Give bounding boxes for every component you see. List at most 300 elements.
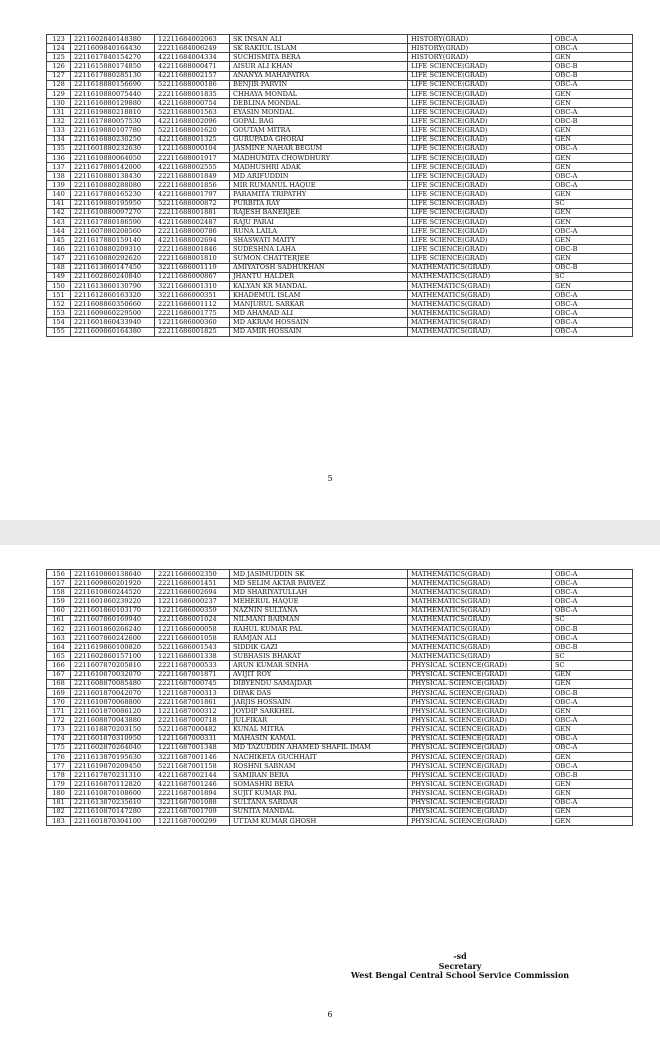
registration-id-cell: 22211688000786 <box>155 226 230 235</box>
candidate-name-cell: RAJU PARAI <box>230 217 408 226</box>
registration-id-cell: 12211687000331 <box>155 734 230 743</box>
candidate-name-cell: DEBLINA MONDAL <box>230 98 408 107</box>
table-row <box>47 579 633 588</box>
subject-cell: LIFE SCIENCE(GRAD) <box>408 144 552 153</box>
roll-number-cell: 2211617880057530 <box>71 117 155 126</box>
candidate-name-cell: SK INSAN ALI <box>230 35 408 44</box>
candidate-name-cell: MD ARIFUDDIN <box>230 172 408 181</box>
category-cell: SC <box>552 272 633 281</box>
serial-number-cell: 183 <box>47 816 71 825</box>
table-row <box>47 44 633 53</box>
subject-cell: PHYSICAL SCIENCE(GRAD) <box>408 661 552 670</box>
registration-id-cell: 12211686000867 <box>155 272 230 281</box>
serial-number-cell: 168 <box>47 679 71 688</box>
candidate-name-cell: MAHASIN KAMAL <box>230 734 408 743</box>
category-cell: OBC-A <box>552 588 633 597</box>
registration-id-cell: 52211688001620 <box>155 126 230 135</box>
category-cell: OBC-B <box>552 263 633 272</box>
registration-id-cell: 42211688002555 <box>155 162 230 171</box>
registration-id-cell: 12211687001348 <box>155 743 230 752</box>
candidate-name-cell: PURBITA RAY <box>230 199 408 208</box>
candidate-name-cell: MD JASIMUDDIN SK <box>230 570 408 579</box>
registration-id-cell: 42211688002694 <box>155 236 230 245</box>
subject-cell: HISTORY(GRAD) <box>408 35 552 44</box>
candidate-name-cell: SIDDIK GAZI <box>230 643 408 652</box>
registration-id-cell: 12211686000359 <box>155 606 230 615</box>
candidate-name-cell: JASMINE NAHAR BEGUM <box>230 144 408 153</box>
category-cell: GEN <box>552 53 633 62</box>
roll-number-cell: 2211619880107780 <box>71 126 155 135</box>
roll-number-cell: 2211607870205810 <box>71 661 155 670</box>
serial-number-cell: 172 <box>47 716 71 725</box>
subject-cell: PHYSICAL SCIENCE(GRAD) <box>408 798 552 807</box>
roll-number-cell: 2211602860240840 <box>71 272 155 281</box>
registration-id-cell: 22211687000533 <box>155 661 230 670</box>
category-cell: OBC-B <box>552 71 633 80</box>
subject-cell: PHYSICAL SCIENCE(GRAD) <box>408 734 552 743</box>
candidate-name-cell: SUCHISMITA BERA <box>230 53 408 62</box>
roll-number-cell: 2211601880232630 <box>71 144 155 153</box>
roll-number-cell: 2211608870085480 <box>71 679 155 688</box>
candidate-name-cell: BENJIR PARVIN <box>230 80 408 89</box>
candidate-name-cell: JULFIKAR <box>230 716 408 725</box>
candidate-name-cell: ANANYA MAHAPATRA <box>230 71 408 80</box>
subject-cell: LIFE SCIENCE(GRAD) <box>408 190 552 199</box>
serial-number-cell: 134 <box>47 135 71 144</box>
category-cell: OBC-A <box>552 172 633 181</box>
registration-id-cell: 12211686000237 <box>155 597 230 606</box>
table-row <box>47 807 633 816</box>
subject-cell: LIFE SCIENCE(GRAD) <box>408 89 552 98</box>
candidate-name-cell: SUDESHNA LAHA <box>230 245 408 254</box>
candidate-name-cell: MEHERUL HAQUE <box>230 597 408 606</box>
roll-number-cell: 2211617880159140 <box>71 236 155 245</box>
candidate-name-cell: EYASIN MONDAL <box>230 108 408 117</box>
subject-cell: MATHEMATICS(GRAD) <box>408 652 552 661</box>
roll-number-cell: 2211610870108600 <box>71 789 155 798</box>
serial-number-cell: 181 <box>47 798 71 807</box>
serial-number-cell: 132 <box>47 117 71 126</box>
serial-number-cell: 146 <box>47 245 71 254</box>
serial-number-cell: 123 <box>47 35 71 44</box>
table-row <box>47 679 633 688</box>
subject-cell: MATHEMATICS(GRAD) <box>408 263 552 272</box>
registration-id-cell: 12211687000313 <box>155 688 230 697</box>
serial-number-cell: 177 <box>47 761 71 770</box>
subject-cell: PHYSICAL SCIENCE(GRAD) <box>408 761 552 770</box>
table-row <box>47 272 633 281</box>
subject-cell: LIFE SCIENCE(GRAD) <box>408 172 552 181</box>
category-cell: OBC-B <box>552 688 633 697</box>
roll-number-cell: 2211617840154270 <box>71 53 155 62</box>
table-row <box>47 606 633 615</box>
roll-number-cell: 2211601870042070 <box>71 688 155 697</box>
serial-number-cell: 150 <box>47 281 71 290</box>
roll-number-cell: 2211602870264040 <box>71 743 155 752</box>
serial-number-cell: 125 <box>47 53 71 62</box>
roll-number-cell: 2211612860163320 <box>71 290 155 299</box>
candidate-name-cell: AVIJIT ROY <box>230 670 408 679</box>
registration-id-cell: 22211688001856 <box>155 181 230 190</box>
roll-number-cell: 2211610880064050 <box>71 153 155 162</box>
serial-number-cell: 143 <box>47 217 71 226</box>
subject-cell: MATHEMATICS(GRAD) <box>408 327 552 336</box>
signatory-title: Secretary <box>438 960 482 971</box>
roll-number-cell: 2211618880156690 <box>71 80 155 89</box>
roll-number-cell: 2211617880285130 <box>71 71 155 80</box>
category-cell: OBC-A <box>552 798 633 807</box>
roll-number-cell: 2211609860164380 <box>71 327 155 336</box>
category-cell: GEN <box>552 208 633 217</box>
candidate-name-cell: ROSHNI SABNAM <box>230 761 408 770</box>
category-cell: GEN <box>552 780 633 789</box>
subject-cell: PHYSICAL SCIENCE(GRAD) <box>408 771 552 780</box>
candidate-name-cell: AISUR ALI KHAN <box>230 62 408 71</box>
registration-id-cell: 22211686001451 <box>155 579 230 588</box>
table-row <box>47 588 633 597</box>
candidate-name-cell: MADHUMITA CHOWDHURY <box>230 153 408 162</box>
serial-number-cell: 131 <box>47 108 71 117</box>
registration-id-cell: 22211686002350 <box>155 570 230 579</box>
table-row <box>47 254 633 263</box>
subject-cell: LIFE SCIENCE(GRAD) <box>408 153 552 162</box>
table-row <box>47 144 633 153</box>
roll-number-cell: 2211618870203150 <box>71 725 155 734</box>
candidate-name-cell: SUMON CHATTERJEE <box>230 254 408 263</box>
registration-id-cell: 22211686001775 <box>155 309 230 318</box>
category-cell: OBC-B <box>552 643 633 652</box>
candidate-name-cell: KHADEMUL ISLAM <box>230 290 408 299</box>
serial-number-cell: 154 <box>47 318 71 327</box>
serial-number-cell: 136 <box>47 153 71 162</box>
registration-id-cell: 22211687001709 <box>155 807 230 816</box>
candidate-name-cell: SHASWATI MAITY <box>230 236 408 245</box>
subject-cell: MATHEMATICS(GRAD) <box>408 318 552 327</box>
subject-cell: PHYSICAL SCIENCE(GRAD) <box>408 743 552 752</box>
roll-number-cell: 2211601860266240 <box>71 624 155 633</box>
subject-cell: PHYSICAL SCIENCE(GRAD) <box>408 725 552 734</box>
subject-cell: PHYSICAL SCIENCE(GRAD) <box>408 807 552 816</box>
registration-id-cell: 22211688001810 <box>155 254 230 263</box>
table-row <box>47 62 633 71</box>
subject-cell: LIFE SCIENCE(GRAD) <box>408 226 552 235</box>
table-row <box>47 716 633 725</box>
subject-cell: MATHEMATICS(GRAD) <box>408 597 552 606</box>
serial-number-cell: 127 <box>47 71 71 80</box>
roll-number-cell: 2211601860433940 <box>71 318 155 327</box>
registration-id-cell: 22211688001881 <box>155 208 230 217</box>
roll-number-cell: 2211602840148380 <box>71 35 155 44</box>
table-row <box>47 570 633 579</box>
serial-number-cell: 139 <box>47 181 71 190</box>
table-row <box>47 615 633 624</box>
candidate-name-cell: NACHIKETA GUCHHAIT <box>230 752 408 761</box>
table-row <box>47 707 633 716</box>
serial-number-cell: 166 <box>47 661 71 670</box>
subject-cell: PHYSICAL SCIENCE(GRAD) <box>408 780 552 789</box>
registration-id-cell: 42211688002157 <box>155 71 230 80</box>
subject-cell: MATHEMATICS(GRAD) <box>408 290 552 299</box>
serial-number-cell: 145 <box>47 236 71 245</box>
roll-number-cell: 2211607860242600 <box>71 633 155 642</box>
table-row <box>47 816 633 825</box>
table-row <box>47 780 633 789</box>
roll-number-cell: 2211613870235610 <box>71 798 155 807</box>
category-cell: OBC-A <box>552 633 633 642</box>
serial-number-cell: 163 <box>47 633 71 642</box>
table-row <box>47 725 633 734</box>
table-row <box>47 245 633 254</box>
merit-list-body <box>47 35 633 337</box>
category-cell: OBC-B <box>552 624 633 633</box>
serial-number-cell: 158 <box>47 588 71 597</box>
table-row <box>47 89 633 98</box>
table-row <box>47 226 633 235</box>
table-row <box>47 309 633 318</box>
table-row <box>47 633 633 642</box>
registration-id-cell: 22211686001112 <box>155 300 230 309</box>
subject-cell: LIFE SCIENCE(GRAD) <box>408 181 552 190</box>
category-cell: OBC-A <box>552 80 633 89</box>
category-cell: GEN <box>552 281 633 290</box>
subject-cell: LIFE SCIENCE(GRAD) <box>408 236 552 245</box>
registration-id-cell: 32211686001119 <box>155 263 230 272</box>
registration-id-cell: 52211687000482 <box>155 725 230 734</box>
roll-number-cell: 2211601870310950 <box>71 734 155 743</box>
roll-number-cell: 2211610880097270 <box>71 208 155 217</box>
serial-number-cell: 129 <box>47 89 71 98</box>
candidate-name-cell: RAJESH BANERJEE <box>230 208 408 217</box>
registration-id-cell: 22211688001846 <box>155 245 230 254</box>
category-cell: OBC-A <box>552 716 633 725</box>
roll-number-cell: 2211613870195630 <box>71 752 155 761</box>
registration-id-cell: 22211687000745 <box>155 679 230 688</box>
subject-cell: MATHEMATICS(GRAD) <box>408 272 552 281</box>
subject-cell: HISTORY(GRAD) <box>408 53 552 62</box>
serial-number-cell: 142 <box>47 208 71 217</box>
registration-id-cell: 22211686002694 <box>155 588 230 597</box>
registration-id-cell: 22211688001849 <box>155 172 230 181</box>
serial-number-cell: 151 <box>47 290 71 299</box>
category-cell: OBC-A <box>552 35 633 44</box>
candidate-name-cell: CHHAYA MONDAL <box>230 89 408 98</box>
page-number: 6 <box>327 1010 333 1019</box>
category-cell: OBC-A <box>552 579 633 588</box>
subject-cell: LIFE SCIENCE(GRAD) <box>408 245 552 254</box>
page-number: 5 <box>327 474 333 483</box>
table-row <box>47 53 633 62</box>
category-cell: GEN <box>552 126 633 135</box>
registration-id-cell: 12211687000312 <box>155 707 230 716</box>
roll-number-cell: 2211616870112820 <box>71 780 155 789</box>
table-row <box>47 798 633 807</box>
registration-id-cell: 22211686001024 <box>155 615 230 624</box>
candidate-name-cell: JARJIS HOSSAIN <box>230 697 408 706</box>
candidate-name-cell: SOMASHRI BERA <box>230 780 408 789</box>
subject-cell: LIFE SCIENCE(GRAD) <box>408 117 552 126</box>
serial-number-cell: 182 <box>47 807 71 816</box>
serial-number-cell: 135 <box>47 144 71 153</box>
category-cell: GEN <box>552 153 633 162</box>
category-cell: OBC-A <box>552 606 633 615</box>
document-page-5 <box>0 0 660 520</box>
registration-id-cell: 42211688001797 <box>155 190 230 199</box>
signature-mark: -sd <box>453 951 467 961</box>
category-cell: OBC-A <box>552 734 633 743</box>
category-cell: GEN <box>552 217 633 226</box>
serial-number-cell: 141 <box>47 199 71 208</box>
category-cell: OBC-B <box>552 62 633 71</box>
roll-number-cell: 2211610870032070 <box>71 670 155 679</box>
table-row <box>47 290 633 299</box>
serial-number-cell: 140 <box>47 190 71 199</box>
candidate-name-cell: RAHUL KUMAR PAL <box>230 624 408 633</box>
roll-number-cell: 2211617880142000 <box>71 162 155 171</box>
table-row <box>47 263 633 272</box>
candidate-name-cell: MD TAZUDDIN AHAMED SHAFIL IMAM <box>230 743 408 752</box>
category-cell: OBC-A <box>552 570 633 579</box>
candidate-name-cell: SAMIRAN BERA <box>230 771 408 780</box>
merit-list-table <box>46 569 633 826</box>
subject-cell: MATHEMATICS(GRAD) <box>408 309 552 318</box>
table-row <box>47 652 633 661</box>
table-row <box>47 126 633 135</box>
table-row <box>47 71 633 80</box>
category-cell: OBC-A <box>552 327 633 336</box>
registration-id-cell: 42211688000754 <box>155 98 230 107</box>
subject-cell: MATHEMATICS(GRAD) <box>408 588 552 597</box>
category-cell: OBC-B <box>552 771 633 780</box>
candidate-name-cell: UTTAM KUMAR GHOSH <box>230 816 408 825</box>
registration-id-cell: 22211686001825 <box>155 327 230 336</box>
document-page-6 <box>0 545 660 1057</box>
category-cell: OBC-A <box>552 697 633 706</box>
roll-number-cell: 2211601870086120 <box>71 707 155 716</box>
subject-cell: MATHEMATICS(GRAD) <box>408 281 552 290</box>
registration-id-cell: 42211688002487 <box>155 217 230 226</box>
roll-number-cell: 2211617880165230 <box>71 190 155 199</box>
roll-number-cell: 2211610880288080 <box>71 181 155 190</box>
registration-id-cell: 32211687001146 <box>155 752 230 761</box>
subject-cell: LIFE SCIENCE(GRAD) <box>408 135 552 144</box>
roll-number-cell: 2211619880218810 <box>71 108 155 117</box>
category-cell: OBC-A <box>552 44 633 53</box>
roll-number-cell: 2211613860147450 <box>71 263 155 272</box>
registration-id-cell: 52211686001543 <box>155 643 230 652</box>
subject-cell: PHYSICAL SCIENCE(GRAD) <box>408 752 552 761</box>
category-cell: GEN <box>552 236 633 245</box>
table-row <box>47 181 633 190</box>
serial-number-cell: 179 <box>47 780 71 789</box>
serial-number-cell: 130 <box>47 98 71 107</box>
merit-list-table <box>46 34 633 337</box>
roll-number-cell: 2211616880230250 <box>71 135 155 144</box>
table-row <box>47 208 633 217</box>
category-cell: GEN <box>552 670 633 679</box>
category-cell: GEN <box>552 98 633 107</box>
table-row <box>47 643 633 652</box>
registration-id-cell: 12211686001338 <box>155 652 230 661</box>
serial-number-cell: 126 <box>47 62 71 71</box>
candidate-name-cell: RUNA LAILA <box>230 226 408 235</box>
category-cell: OBC-B <box>552 117 633 126</box>
registration-id-cell: 42211688002096 <box>155 117 230 126</box>
candidate-name-cell: MD AKRAM HOSSAIN <box>230 318 408 327</box>
signature-block <box>340 952 580 981</box>
table-row <box>47 318 633 327</box>
roll-number-cell: 2211607860169940 <box>71 615 155 624</box>
serial-number-cell: 178 <box>47 771 71 780</box>
category-cell: GEN <box>552 89 633 98</box>
serial-number-cell: 175 <box>47 743 71 752</box>
candidate-name-cell: GOPAL BAG <box>230 117 408 126</box>
category-cell: OBC-A <box>552 144 633 153</box>
serial-number-cell: 157 <box>47 579 71 588</box>
candidate-name-cell: GOUTAM MITRA <box>230 126 408 135</box>
roll-number-cell: 2211610860138640 <box>71 570 155 579</box>
category-cell: GEN <box>552 807 633 816</box>
table-row <box>47 217 633 226</box>
subject-cell: LIFE SCIENCE(GRAD) <box>408 208 552 217</box>
roll-number-cell: 2211601860239220 <box>71 597 155 606</box>
category-cell: OBC-B <box>552 245 633 254</box>
table-row <box>47 172 633 181</box>
category-cell: GEN <box>552 707 633 716</box>
candidate-name-cell: MIR RUMANUL HAQUE <box>230 181 408 190</box>
candidate-name-cell: KALYAN KR MANDAL <box>230 281 408 290</box>
candidate-name-cell: MD AMIR HOSSAIN <box>230 327 408 336</box>
serial-number-cell: 161 <box>47 615 71 624</box>
category-cell: OBC-A <box>552 290 633 299</box>
category-cell: OBC-A <box>552 761 633 770</box>
serial-number-cell: 128 <box>47 80 71 89</box>
candidate-name-cell: MANJURUL SARKAR <box>230 300 408 309</box>
table-row <box>47 153 633 162</box>
roll-number-cell: 2211610860244520 <box>71 588 155 597</box>
category-cell: GEN <box>552 752 633 761</box>
candidate-name-cell: SUNITA MANDAL <box>230 807 408 816</box>
roll-number-cell: 2211617870231310 <box>71 771 155 780</box>
candidate-name-cell: AMIYATOSH SADHUKHAN <box>230 263 408 272</box>
candidate-name-cell: PARAMITA TRIPATHY <box>230 190 408 199</box>
roll-number-cell: 2211601860103170 <box>71 606 155 615</box>
table-row <box>47 734 633 743</box>
table-row <box>47 135 633 144</box>
candidate-name-cell: DIBYENDU SAMAJDAR <box>230 679 408 688</box>
roll-number-cell: 2211601870304100 <box>71 816 155 825</box>
category-cell: OBC-A <box>552 181 633 190</box>
registration-id-cell: 22211687000718 <box>155 716 230 725</box>
category-cell: OBC-A <box>552 108 633 117</box>
category-cell: OBC-A <box>552 743 633 752</box>
category-cell: OBC-A <box>552 309 633 318</box>
subject-cell: LIFE SCIENCE(GRAD) <box>408 108 552 117</box>
table-row <box>47 743 633 752</box>
category-cell: SC <box>552 615 633 624</box>
serial-number-cell: 176 <box>47 752 71 761</box>
serial-number-cell: 174 <box>47 734 71 743</box>
table-row <box>47 35 633 44</box>
candidate-name-cell: MD SELIM AKTAR PARVEZ <box>230 579 408 588</box>
table-row <box>47 199 633 208</box>
table-row <box>47 789 633 798</box>
candidate-name-cell: MD SHARIYATULLAH <box>230 588 408 597</box>
roll-number-cell: 2211608870043880 <box>71 716 155 725</box>
category-cell: GEN <box>552 816 633 825</box>
subject-cell: LIFE SCIENCE(GRAD) <box>408 199 552 208</box>
category-cell: OBC-A <box>552 300 633 309</box>
registration-id-cell: 52211688000872 <box>155 199 230 208</box>
